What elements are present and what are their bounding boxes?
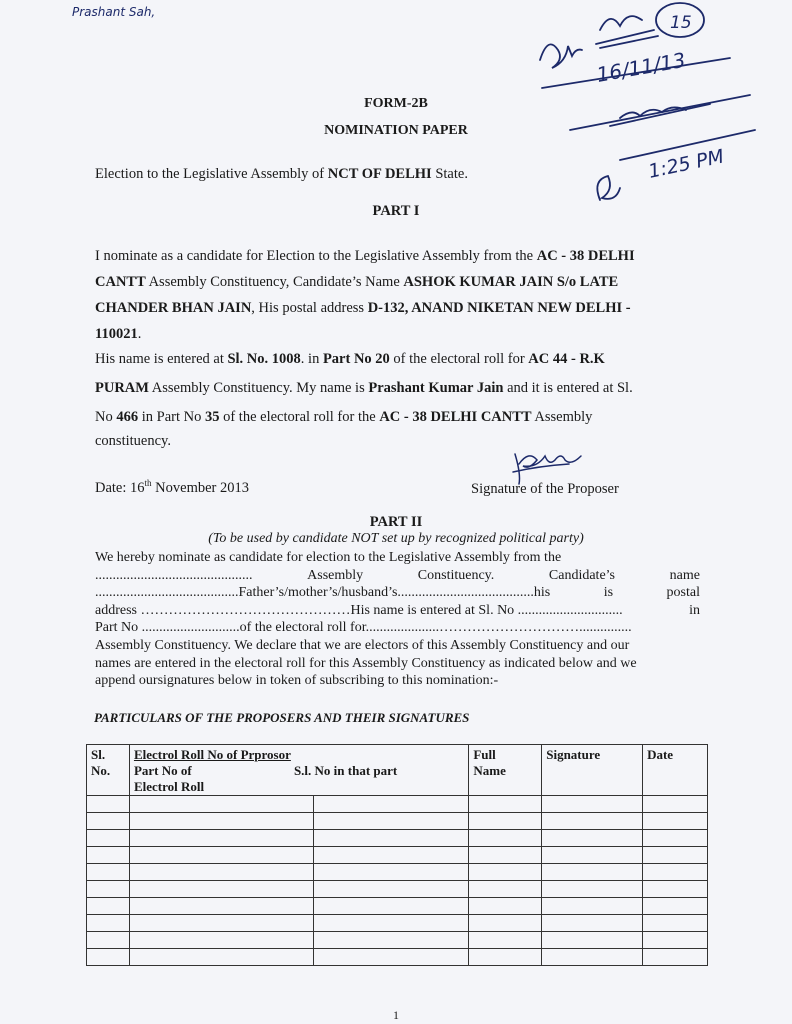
col-electrol-roll: Electrol Roll No of Prprosor Part No of Electrol Roll S.l. No in that part [129, 745, 468, 796]
annotation-date: 16/11/13 [594, 47, 688, 87]
table-row [87, 796, 708, 813]
part2-line-5: Part No ............................of the electoral roll for.....................…………………………............... [95, 620, 632, 635]
particulars-heading: PARTICULARS OF THE PROPOSERS AND THEIR SIGNATURES [94, 710, 470, 725]
col-date: Date [643, 745, 708, 796]
handwritten-name: Prashant Sah, [72, 5, 156, 19]
intro-line: Election to the Legislative Assembly of NCT OF DELHI State. [95, 166, 468, 182]
part2-line-3: .........................................Father’s/mother’s/husband’s.......................................his is postal [95, 585, 700, 600]
form-number: FORM-2B [364, 96, 428, 111]
struck-number [596, 16, 658, 48]
proposers-table [86, 744, 708, 966]
state-name: NCT OF DELHI [327, 166, 432, 182]
part2-line-4: address ………………………………………His name is entered at Sl. No .............................. in [95, 603, 700, 618]
part2-line-7: names are entered in the electoral roll for this Assembly Constituency as indicated below and we [95, 656, 637, 671]
table-row [87, 915, 708, 932]
part2-subtitle: (To be used by candidate NOT set up by recognized political party) [208, 531, 584, 546]
part1-line-3: CHANDER BHAN JAIN, His postal address D-132, ANAND NIKETAN NEW DELHI - [95, 300, 631, 316]
part2-line-6: Assembly Constituency. We declare that we are electors of this Assembly Constituency and our [95, 638, 630, 653]
page-title: NOMINATION PAPER [324, 123, 468, 138]
part1-line-4: 110021. [95, 326, 142, 342]
part2-line-8: append oursignatures below in token of subscribing to this nomination:- [95, 673, 499, 688]
proposer-name: Prashant Kumar Jain [368, 380, 504, 396]
col-signature: Signature [542, 745, 643, 796]
table-header-row [87, 745, 708, 796]
part2-line-1: We hereby nominate as candidate for election to the Legislative Assembly from the [95, 550, 562, 565]
annotation-number: 15 [670, 13, 692, 33]
part2-line-2: ............................................. Assembly Constituency. Candidate’s name [95, 568, 700, 583]
page-number: 1 [393, 1008, 399, 1022]
table-row [87, 847, 708, 864]
part1-line-1: I nominate as a candidate for Election to the Legislative Assembly from the AC - 38 DELHI [95, 248, 635, 264]
table-row [87, 830, 708, 847]
table-row [87, 864, 708, 881]
initials-scribble [540, 44, 582, 68]
col-full-name: Full Name [469, 745, 542, 796]
signature-label: Signature of the Proposer [471, 481, 619, 497]
table-row [87, 949, 708, 966]
col-sl-in-part: S.l. No in that part [293, 763, 398, 778]
table-row [87, 881, 708, 898]
table-row [87, 932, 708, 949]
postal-address: D-132, ANAND NIKETAN NEW DELHI - [367, 300, 631, 316]
candidate-name: ASHOK KUMAR JAIN S/o LATE [403, 274, 619, 290]
col-sl-no: Sl. No. [87, 745, 130, 796]
date-line: Date: 16th November 2013 [95, 478, 249, 496]
part2-title: PART II [369, 514, 423, 530]
part1-line-8: constituency. [95, 433, 171, 449]
table-row [87, 813, 708, 830]
annotation-time: 1:25 PM [646, 145, 726, 183]
col-part-no: Part No of Electrol Roll [133, 763, 205, 794]
part1-line-7: No 466 in Part No 35 of the electoral roll for the AC - 38 DELHI CANTT Assembly [95, 409, 593, 425]
part1-title: PART I [372, 203, 420, 219]
table-row [87, 898, 708, 915]
part1-line-5: His name is entered at Sl. No. 1008. in Part No 20 of the electoral roll for AC 44 - R.K [95, 351, 605, 367]
part1-line-2: CANTT Assembly Constituency, Candidate’s Name ASHOK KUMAR JAIN S/o LATE [95, 274, 619, 290]
part1-line-6: PURAM Assembly Constituency. My name is Prashant Kumar Jain and it is entered at Sl. [95, 380, 633, 396]
